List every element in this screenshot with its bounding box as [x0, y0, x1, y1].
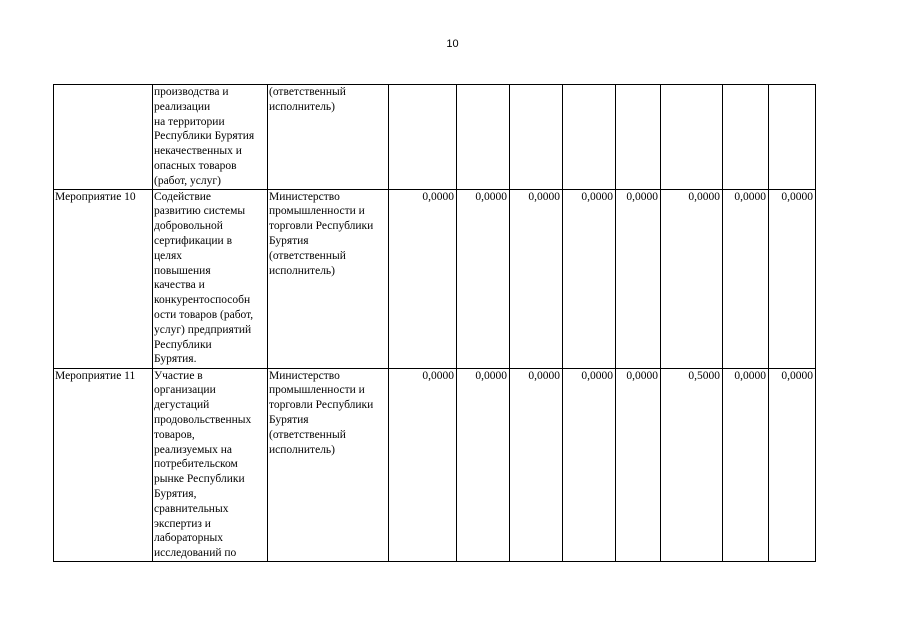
value-cell: 0,0000	[510, 368, 563, 561]
executor-cell: Министерство промышленности и торговли Республики Бурятия (ответственный исполнитель)	[268, 368, 389, 561]
value-cell	[563, 85, 616, 190]
value-cell: 0,0000	[563, 368, 616, 561]
value-cell: 0,0000	[661, 189, 723, 368]
value-cell: 0,0000	[769, 189, 816, 368]
description-cell: Участие в организации дегустаций продовольственных товаров, реализуемых на потребительском рынке Республики Бурятия, сравнительных экспертиз и лабораторных исследований по	[153, 368, 268, 561]
activity-cell: Мероприятие 10	[54, 189, 153, 368]
value-cell	[661, 85, 723, 190]
value-cell: 0,0000	[389, 368, 457, 561]
value-cell: 0,0000	[616, 368, 661, 561]
value-cell: 0,0000	[510, 189, 563, 368]
value-cell	[510, 85, 563, 190]
value-cell: 0,0000	[563, 189, 616, 368]
table-row	[54, 189, 816, 368]
value-cell: 0,0000	[769, 368, 816, 561]
description-cell: Содействие развитию системы добровольной сертификации в целях повышения качества и конкурентоспособн ости товаров (работ, услуг) предприятий Республики Бурятия.	[153, 189, 268, 368]
table-row	[54, 368, 816, 561]
value-cell	[769, 85, 816, 190]
activity-cell	[54, 85, 153, 190]
value-cell: 0,0000	[723, 189, 769, 368]
value-cell	[389, 85, 457, 190]
value-cell	[616, 85, 661, 190]
value-cell: 0,0000	[457, 368, 510, 561]
executor-cell: (ответственный исполнитель)	[268, 85, 389, 190]
executor-cell: Министерство промышленности и торговли Республики Бурятия (ответственный исполнитель)	[268, 189, 389, 368]
value-cell: 0,0000	[389, 189, 457, 368]
value-cell: 0,5000	[661, 368, 723, 561]
description-cell: производства и реализации на территории Республики Бурятия некачественных и опасных товаров (работ, услуг)	[153, 85, 268, 190]
budget-table	[53, 84, 816, 562]
value-cell: 0,0000	[616, 189, 661, 368]
value-cell	[457, 85, 510, 190]
table-row	[54, 85, 816, 190]
value-cell: 0,0000	[723, 368, 769, 561]
value-cell	[723, 85, 769, 190]
page-number: 10	[446, 38, 459, 50]
value-cell: 0,0000	[457, 189, 510, 368]
activity-cell: Мероприятие 11	[54, 368, 153, 561]
